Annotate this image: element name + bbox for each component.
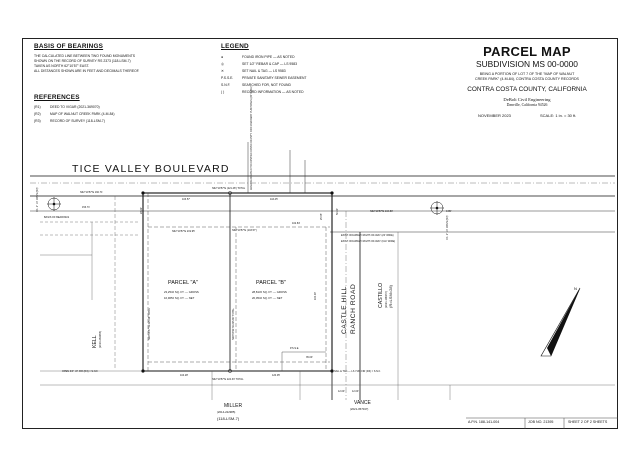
reference-text-3: RECORD OF SURVEY (118-LSM-7): [50, 119, 105, 123]
castillo-owner-label: CASTILLO: [378, 282, 384, 308]
miller-owner-ref: (118-LSM-7): [217, 416, 240, 421]
footer-job: JOB NO. 21395: [528, 420, 554, 424]
kell-owner-label: KELL: [92, 335, 98, 348]
top-segment-b: 116.45': [270, 198, 278, 201]
found-pipe-left-note: FD. 1" I.P. OPEN (R3): [36, 187, 39, 212]
legend-text-2: SET 1/2" REBAR & CAP — LS 9583: [242, 62, 297, 66]
inner-distance-b: 35.00': [306, 356, 313, 359]
parcel-a-net: 16,965± SQ. FT. — NET: [164, 296, 195, 300]
center-bearing: N28°09'11"W 225.60' TOTAL: [232, 308, 235, 340]
map-title: PARCEL MAP: [483, 44, 571, 59]
basis-line-3: TAKEN AS NORTH 62°10'57" EAST.: [34, 64, 90, 68]
found-monument-icon: [436, 207, 439, 210]
legend-heading: LEGEND: [221, 43, 249, 50]
bottom-left-distance: 12.00': [338, 390, 345, 393]
reference-code-3: (R3): [34, 119, 41, 123]
basis-heading: BASIS OF BEARINGS: [34, 43, 104, 50]
kell-owner-doc: (2010-264955): [99, 330, 102, 348]
nail-and-tag-note: NAIL & TAG — LS 7135 FIR (R3) = S.N.F.: [334, 370, 381, 373]
parcel-b-net: 20,054± SQ. FT. — NET: [252, 296, 283, 300]
right-line-bearing: N62°10'57"E 134.80': [370, 210, 393, 213]
map-subdivision: SUBDIVISION MS 00-0000: [476, 59, 578, 69]
legend-symbol-3: ✕: [221, 69, 224, 73]
north-arrow-label: N: [574, 286, 577, 291]
legend-symbol-1: ●: [221, 55, 224, 59]
north-arrow-icon: [541, 288, 580, 356]
vance-owner-label: VANCE: [354, 400, 371, 406]
legend-text-1: FOUND IRON PIPE — AS NOTED: [242, 55, 295, 59]
basis-of-bearings-tag: BASIS OF BEARINGS: [44, 216, 70, 219]
map-date: NOVEMBER 2023: [478, 113, 511, 118]
engineer-name: DeBolt Civil Engineering: [503, 97, 551, 102]
reference-code-1: (R1): [34, 105, 41, 109]
reference-text-2: MAP OF WALNUT CREEK PARK (4-M-84): [50, 112, 115, 116]
right-depth: 100.00': [314, 291, 317, 300]
found-iron-pipe-icon: [141, 369, 144, 372]
legend-symbol-5: S.N.F.: [221, 83, 231, 87]
reference-text-1: DEED TO VIGAR (2021-369070): [50, 105, 100, 109]
parcel-a-gross: 23,254± SQ. FT. — GROSS: [164, 290, 199, 294]
parcel-b-gross: 28,813± SQ. FT. — GROSS: [252, 290, 287, 294]
castillo-owner-ref: (R=LSM=28): [388, 285, 393, 308]
legend-text-6: RECORD INFORMATION — AS NOTED: [242, 90, 304, 94]
inner-distance-a: 102.84': [292, 222, 301, 225]
legend-symbol-6: ( ): [221, 90, 225, 94]
road-name-line-2: RANCH ROAD: [350, 283, 357, 334]
left-edge-bearing: N62°10'57"E 219.95': [172, 230, 195, 233]
bottom-segment-b: 120.05': [272, 374, 281, 377]
vance-owner-doc: (2021-057047): [350, 407, 369, 411]
footer-apn: A.P.N. 188-141-004: [468, 420, 500, 424]
top-segment-a: 103.57': [182, 198, 191, 201]
reference-code-2: (R2): [34, 112, 41, 116]
mid-line-bearing: N62°10'57"E (103.57'): [232, 229, 257, 232]
dedication-note: AREA DEDICATED TO CONTRA COSTA COUNTY FOR ROADWAY PURPOSES (20' WIDE): [250, 86, 253, 190]
bottom-right-distance: 12.00': [352, 390, 359, 393]
bottom-segment-a: 104.28': [180, 374, 189, 377]
street-name-label: TICE VALLEY BOULEVARD: [72, 163, 230, 175]
map-county: CONTRA COSTA COUNTY, CALIFORNIA: [467, 86, 587, 93]
sewer-easement-label: P.S.S.E.: [290, 347, 300, 350]
basis-line-1: THE CALCULATED LINE BETWEEN TWO FOUND MONUMENTS: [34, 54, 136, 58]
found-pipe-right-note: FD. 1" I.P. OPEN (R3): [446, 215, 449, 240]
found-monument-icon: [53, 203, 56, 206]
legend-symbol-2: ◎: [221, 62, 224, 66]
side-distance-b: 25.55': [320, 213, 323, 220]
legend-symbol-4: P.S.S.E.: [221, 76, 234, 80]
basis-line-2: SHOWN ON THE RECORD OF SURVEY RS 2373 (118-LSM-7): [34, 59, 131, 63]
bottom-total-dimension: N62°10'57"E 224.33' TOTAL: [212, 378, 244, 381]
map-description-1: BEING A PORTION OF LOT 7 OF THE "MAP OF WALNUT: [479, 72, 575, 76]
map-description-2: CREEK PARK" (4-M-84), CONTRA COSTA COUNTY RECORDS: [475, 77, 579, 81]
basis-line-4: ALL DISTANCES SHOWN ARE IN FEET AND DECIMALS THEREOF.: [34, 69, 140, 73]
edge-distance: 153.71': [82, 206, 91, 209]
miller-owner-doc: (2014-222985): [217, 410, 236, 414]
north-arrow-icon: [547, 288, 580, 356]
legend-text-3: SET NAIL & TAG — LS 9583: [242, 69, 286, 73]
side-distance-a: 50.00': [336, 208, 339, 215]
legend-text-5: SEARCHED FOR, NOT FOUND: [242, 83, 291, 87]
west-bearing: N28°08'57"W 225.48' TOTAL: [148, 307, 151, 340]
parcel-b-label: PARCEL "B": [256, 280, 286, 286]
side-distance-c: 23.22': [140, 207, 143, 214]
miller-owner-label: MILLER: [224, 403, 243, 409]
map-scale: SCALE: 1 in. = 30 ft.: [540, 113, 577, 118]
top-total-dimension: N62°10'57"E (221.48') TOTAL: [212, 187, 246, 190]
exist-roadway-note-1: EXIST. ROADWAY RIGHT-OF-WAY (20' WIDE): [341, 234, 394, 237]
left-monument-note: OPEN 3/4" I.P. FIR (R3) = S.N.F.: [62, 370, 99, 373]
references-heading: REFERENCES: [34, 94, 80, 101]
road-name-line-1: CASTLE HILL: [341, 285, 348, 334]
found-iron-pipe-icon: [141, 191, 144, 194]
legend-text-4: PRIVATE SANITARY SEWER EASEMENT: [242, 76, 307, 80]
castillo-owner-doc: (2021-196157): [385, 290, 388, 308]
left-line-bearing: N62°10'57"E 160.71': [80, 191, 103, 194]
exist-roadway-note-2: EXIST. ROADWAY RIGHT-OF-WAY (CLF WIDE): [341, 240, 396, 243]
right-edge-distance: 0.85': [446, 210, 452, 213]
footer-sheet: SHEET 2 OF 2 SHEETS: [568, 420, 608, 424]
found-iron-pipe-icon: [330, 191, 333, 194]
parcel-a-label: PARCEL "A": [168, 280, 198, 286]
engineer-city: Danville, California 94526: [506, 103, 548, 107]
